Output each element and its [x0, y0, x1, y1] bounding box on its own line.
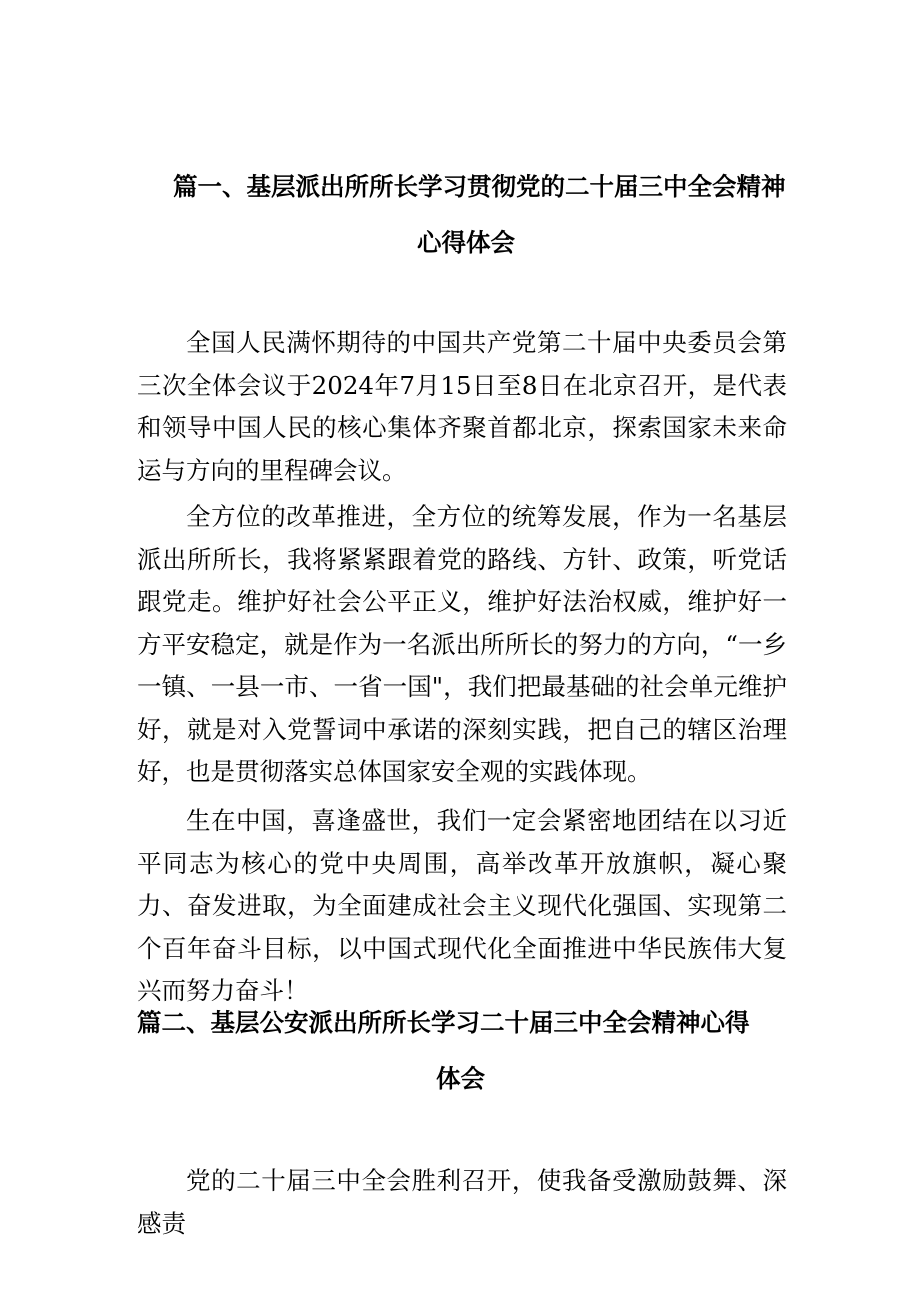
section-1-title-line-2: 心得体会 [417, 228, 515, 257]
section-1-title-line-1: 篇一、基层派出所所长学习贯彻党的二十届三中全会精神 [173, 172, 786, 201]
section-1-paragraph-3: 生在中国，喜逢盛世，我们一定会紧密地团结在以习近平同志为核心的党中央周围，高举改革开放旗帜，凝心聚力、奋发进取，为全面建成社会主义现代化强国、实现第二个百年奋斗目标，以中国式现代化全面推进中华民族伟大复兴而努力奋斗！ [137, 806, 787, 1005]
section-2-title-line-2: 体会 [436, 1064, 485, 1093]
section-1-paragraph-2: 全方位的改革推进，全方位的统筹发展，作为一名基层派出所所长，我将紧紧跟着党的路线、方针、政策，听党话跟党走。维护好社会公平正义，维护好法治权威，维护好一方平安稳定，就是作为一名派出所所长的努力的方向，“一乡一镇、一县一市、一省一国"，我们把最基础的社会单元维护好，就是对入党誓词中承诺的深刻实践，把自己的辖区治理好，也是贯彻落实总体国家安全观的实践体现。 [137, 502, 787, 786]
section-1-paragraph-1: 全国人民满怀期待的中国共产党第二十届中央委员会第三次全体会议于2024年7月15日至8日在北京召开，是代表和领导中国人民的核心集体齐聚首都北京，探索国家未来命运与方向的里程碑会议。 [137, 328, 787, 485]
section-2-title-line-1: 篇二、基层公安派出所所长学习二十届三中全会精神心得 [137, 1008, 750, 1037]
section-2-paragraph-1: 党的二十届三中全会胜利召开，使我备受激励鼓舞、深感责 [137, 1166, 787, 1238]
